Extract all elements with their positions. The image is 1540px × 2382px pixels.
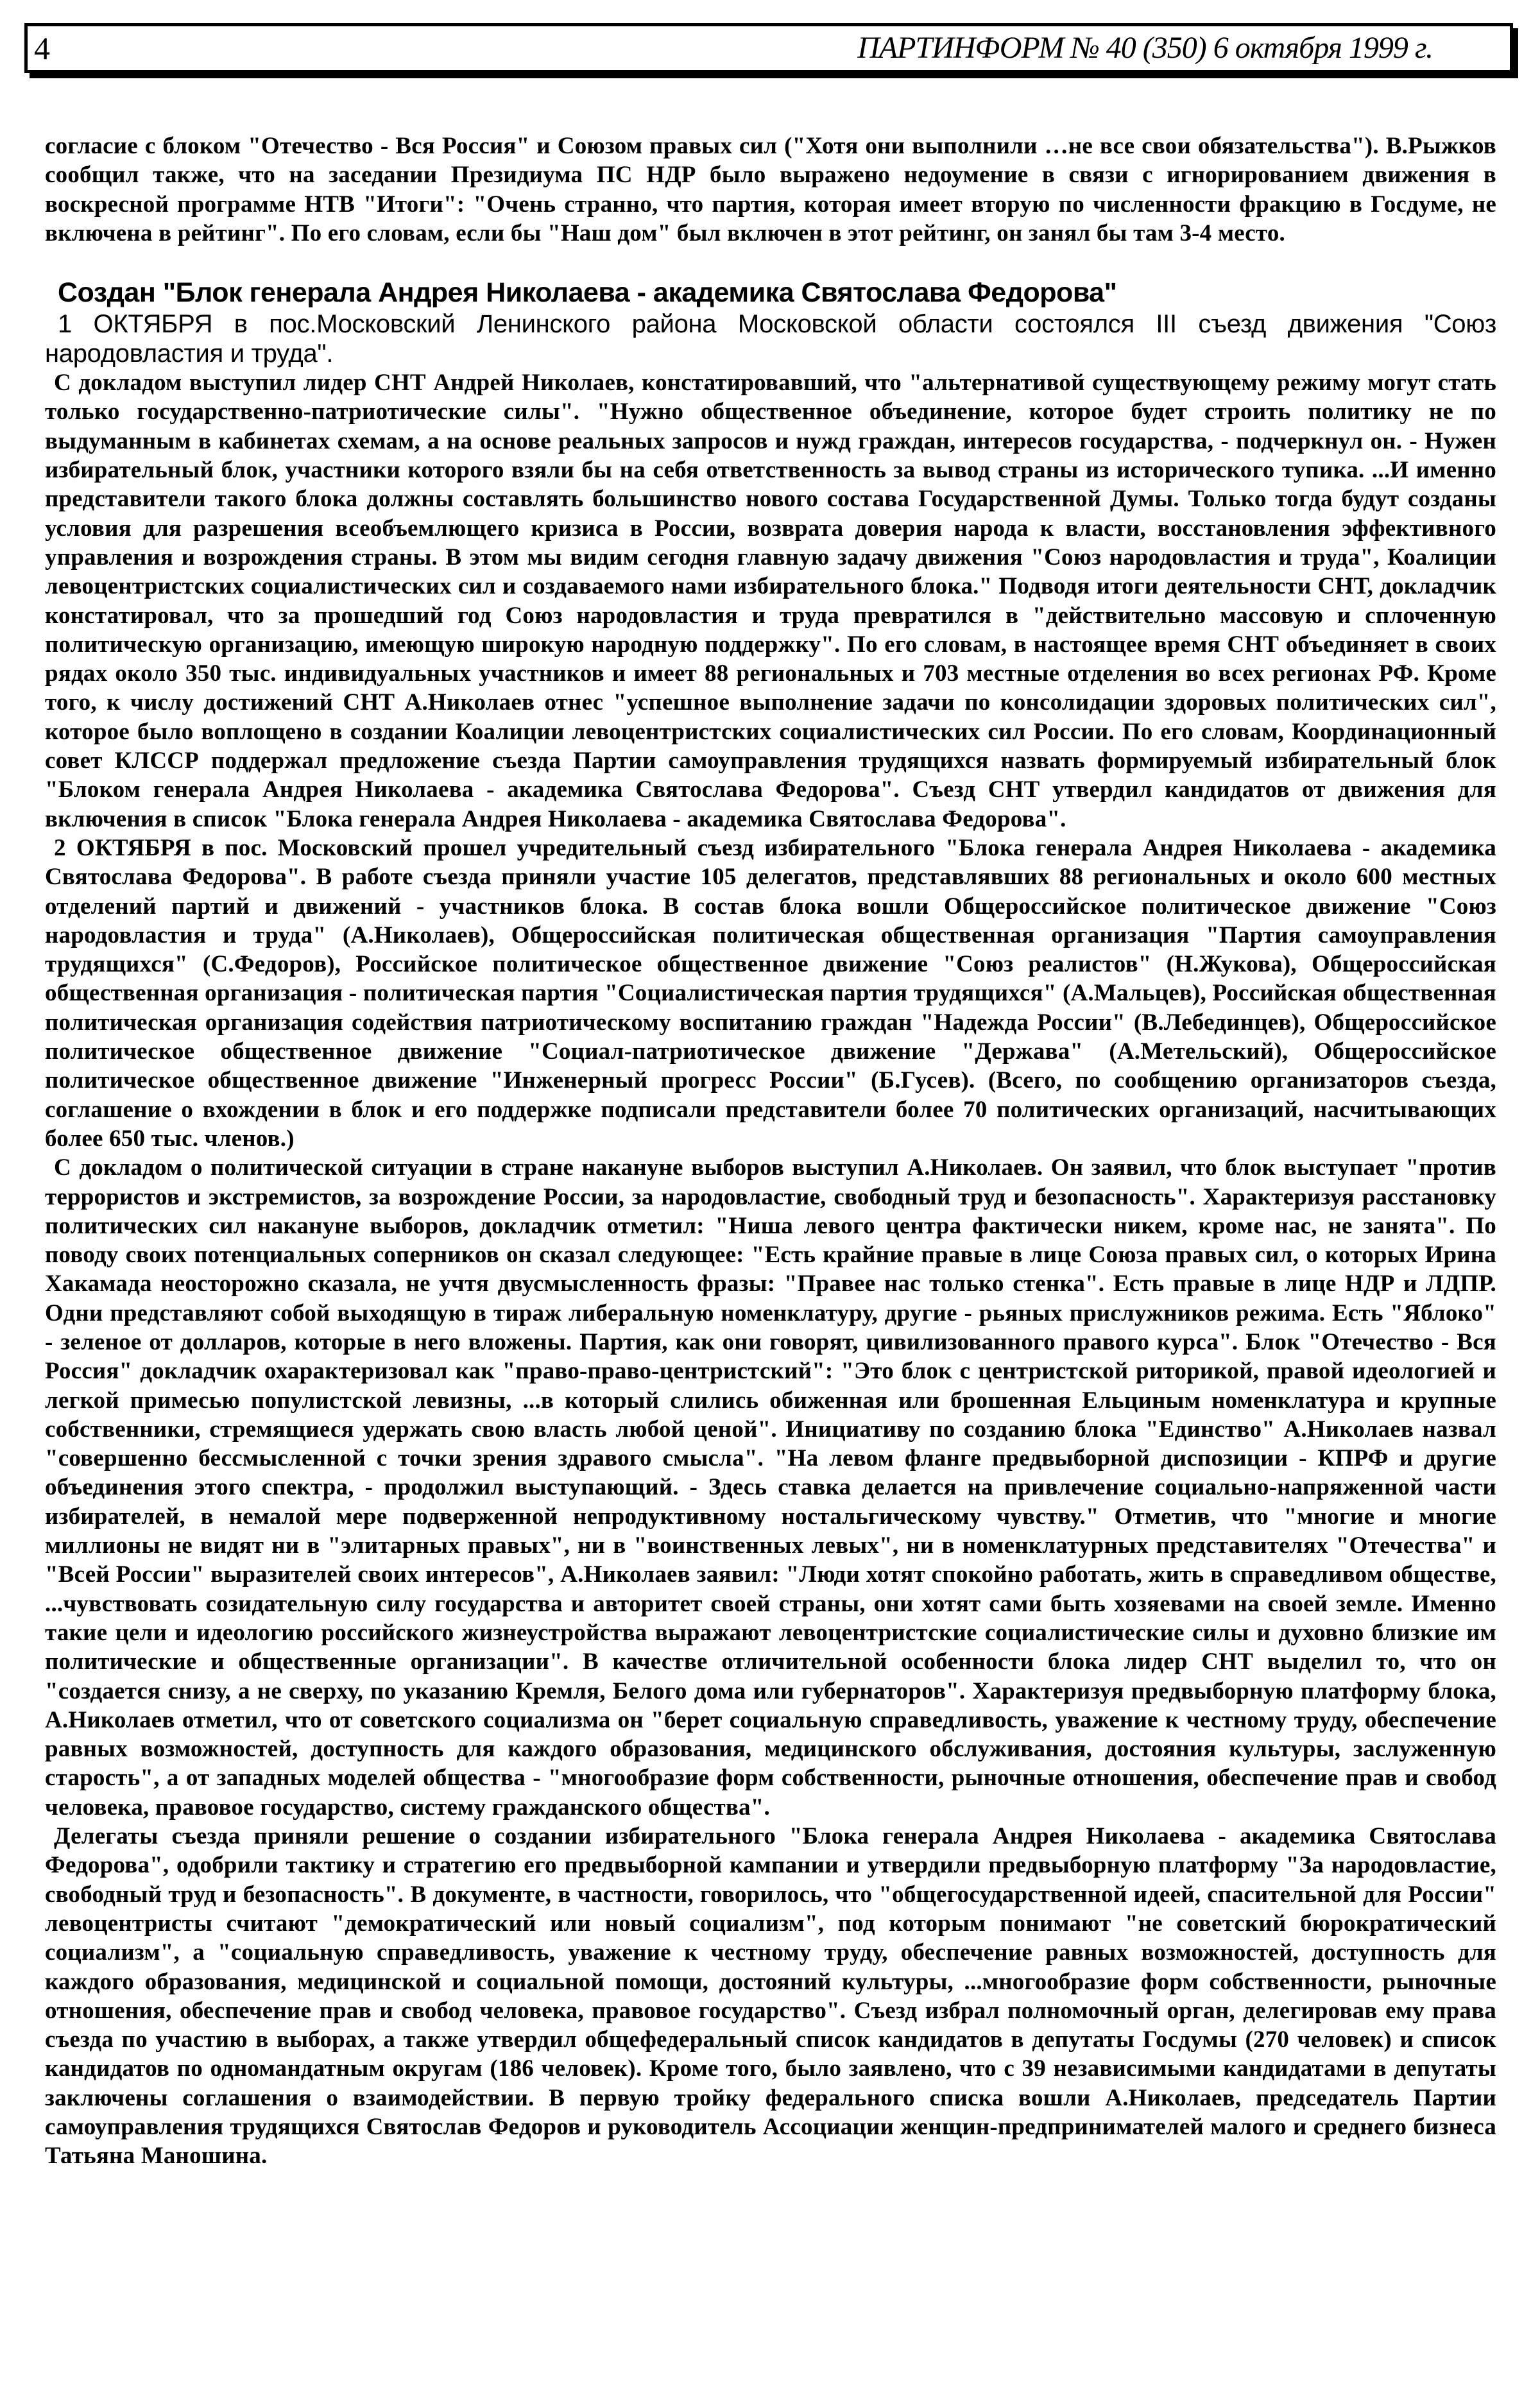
masthead: ПАРТИНФОРМ № 40 (350) 6 октября 1999 г. [857, 31, 1433, 65]
article-paragraph: 2 ОКТЯБРЯ в пос. Московский прошел учредительный съезд избирательного "Блока генерала Андрея Николаева - академика Святослава Федорова". В работе съезда приняли участие 105 делегатов, представлявших 88 региональных и около 600 местных отделений партий и движений - участников блока. В состав блока вошли Общероссийское политическое движение "Союз народовластия и труда" (А.Николаев), Общероссийская политическая общественная организация "Партия самоуправления трудящихся" (С.Федоров), Российское политическое общественное движение "Союз реалистов" (Н.Жукова), Общероссийская общественная организация - политическая партия "Социалистическая партия трудящихся" (А.Мальцев), Российская общественная политическая организация содействия патриотическому воспитанию граждан "Надежда России" (В.Лебединцев), Общероссийское политическое общественное движение "Социал-патриотическое движение "Держава" (А.Метельский), Общероссийское политическое общественное движение "Инженерный прогресс России" (Б.Гусев). (Всего, по сообщению организаторов съезда, соглашение о вхождении в блок и его поддержке подписали представители более 70 политических организаций, насчитывающих более 650 тыс. членов.) [45, 834, 1496, 1152]
article-lead: 1 ОКТЯБРЯ в пос.Московский Ленинского района Московской области состоялся III съезд движения "Союз народовластия и труда". [45, 310, 1496, 368]
article-paragraph: С докладом выступил лидер СНТ Андрей Николаев, констатировавший, что "альтернативой существующему режиму могут стать только государственно-патриотические силы". "Нужно общественное объединение, которое будет строить политику не по выдуманным в кабинетах схемам, а на основе реальных запросов и нужд граждан, интересов государства, - подчеркнул он. - Нужен избирательный блок, участники которого взяли бы на себя ответственность за вывод страны из исторического тупика. ...И именно представители такого блока должны составлять большинство нового состава Государственной Думы. Только тогда будут созданы условия для разрешения всеобъемлющего кризиса в России, возврата доверия народа к власти, восстановления эффективного управления и возрождения страны. В этом мы видим сегодня главную задачу движения "Союз народовластия и труда", Коалиции левоцентристских социалистических сил и создаваемого нами избирательного блока." Подводя итоги деятельности СНТ, докладчик констатировал, что за прошедший год Союз народовластия и труда превратился в "действительно массовую и сплоченную политическую организацию, имеющую широкую народную поддержку". По его словам, в настоящее время СНТ объединяет в своих рядах около 350 тыс. индивидуальных участников и имеет 88 региональных и 703 местные отделения во всех регионах РФ. Кроме того, к числу достижений СНТ А.Николаев отнес "успешное выполнение задачи по консолидации здоровых политических сил", которое было воплощено в создании Коалиции левоцентристских социалистических сил России. По его словам, Координационный совет КЛССР поддержал предложение съезда Партии самоуправления трудящихся назвать формируемый избирательный блок "Блоком генерала Андрея Николаева - академика Святослава Федорова". Съезд СНТ утвердил кандидатов от движения для включения в список "Блока генерала Андрея Николаева - академика Святослава Федорова". [45, 370, 1496, 832]
previous-article-continuation: согласие с блоком "Отечество - Вся Россия" и Союзом правых сил ("Хотя они выполнили …не все свои обязательства"). В.Рыжков сообщил также, что на заседании Президиума ПС НДР было выражено недоумение в связи с игнорированием движения в воскресной программе НТВ "Итоги": "Очень странно, что партия, которая имеет вторую по численности фракцию в Госдуме, не включена в рейтинг". По его словам, если бы "Наш дом" был включен в этот рейтинг, он занял бы там 3-4 место. [45, 133, 1496, 246]
article-headline: Создан "Блок генерала Андрея Николаева - академика Святослава Федорова" [58, 277, 1117, 309]
article-paragraph: С докладом о политической ситуации в стране накануне выборов выступил А.Николаев. Он заявил, что блок выступает "против террористов и экстремистов, за возрождение России, за народовластие, свободный труд и безопасность". Характеризуя расстановку политических сил накануне выборов, докладчик отметил: "Ниша левого центра фактически никем, кроме нас, не занята". По поводу своих потенциальных соперников он сказал следующее: "Есть крайние правые в лице Союза правых сил, о которых Ирина Хакамада неосторожно сказала, не учтя двусмысленность фразы: "Правее нас только стенка". Есть правые в лице НДР и ЛДПР. Одни представляют собой выходящую в тираж либеральную номенклатуру, другие - рьяных прислужников режима. Есть "Яблоко" - зеленое от долларов, которые в него вложены. Партия, как они говорят, цивилизованного правого курса". Блок "Отечество - Вся Россия" докладчик охарактеризовал как "право-право-центристский": "Это блок с центристской риторикой, правой идеологией и легкой примесью популистской левизны, ...в который слились обиженная или брошенная Ельциным номенклатура и крупные собственники, стремящиеся удержать свою власть любой ценой". Инициативу по созданию блока "Единство" А.Николаев назвал "совершенно бессмысленной с точки зрения здравого смысла". "На левом фланге предвыборной диспозиции - КПРФ и другие объединения этого спектра, - продолжил выступающий. - Здесь ставка делается на привлечение социально-напряженной части избирателей, в немалой мере подверженной непродуктивному ностальгическому чувству." Отметив, что "многие и многие миллионы не видят ни в "элитарных правых", ни в "воинственных левых", ни в номенклатурных представителях "Отечества" и "Всей России" выразителей своих интересов", А.Николаев заявил: "Люди хотят спокойно работать, жить в справедливом обществе, ...чувствовать созидательную силу государства и авторитет своей страны, они хотят сами быть хозяевами на своей земле. Именно такие цели и идеологию российского жизнеустройства выражают левоцентристские социалистические силы и духовно близкие им политические и общественные организации". В качестве отличительной особенности блока лидер СНТ выделил то, что он "создается снизу, а не сверху, по указанию Кремля, Белого дома или губернаторов". Характеризуя предвыборную платформу блока, А.Николаев отметил, что от советского социализма он "берет социальную справедливость, уважение к честному труду, обеспечение равных возможностей, доступность для каждого образования, медицинского обслуживания, достояния культуры, заслуженную старость", а от западных моделей общества - "многообразие форм собственности, рыночные отношения, обеспечение прав и свобод человека, правовое государство, систему гражданского общества". [45, 1154, 1496, 1821]
page-content [45, 132, 1496, 2171]
page-header [24, 23, 1513, 73]
page-number: 4 [34, 30, 50, 66]
article-paragraph: Делегаты съезда приняли решение о создании избирательного "Блока генерала Андрея Николаева - академика Святослава Федорова", одобрили тактику и стратегию его предвыборной кампании и утвердили предвыборную платформу "За народовластие, свободный труд и безопасность". В документе, в частности, говорилось, что "общегосударственной идеей, спасительной для России" левоцентристы считают "демократический или новый социализм", под которым понимают "не советский бюрократический социализм", а "социальную справедливость, уважение к честному труду, обеспечение равных возможностей, доступность для каждого образования, медицинской и социальной помощи, достояний культуры, ...многообразие форм собственности, рыночные отношения, обеспечение прав и свобод человека, правовое государство". Съезд избрал полномочный орган, делегировав ему права съезда по участию в выборах, а также утвердил общефедеральный список кандидатов в депутаты Госдумы (270 человек) и список кандидатов по одномандатным округам (186 человек). Кроме того, было заявлено, что с 39 независимыми кандидатами в депутаты заключены соглашения о взаимодействии. В первую тройку федерального списка вошли А.Николаев, председатель Партии самоуправления трудящихся Святослав Федоров и руководитель Ассоциации женщин-предпринимателей малого и среднего бизнеса Татьяна Маношина. [45, 1823, 1496, 2170]
